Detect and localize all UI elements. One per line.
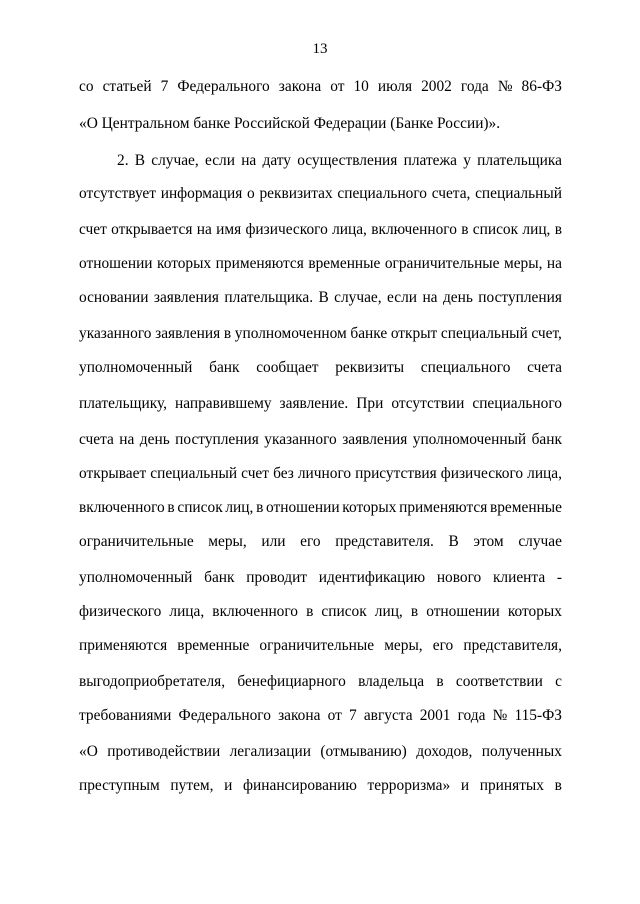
text-line: указанного заявления в уполномоченном банке открыт специальный счет, bbox=[79, 325, 562, 342]
text-line: «О Центральном банке Российской Федерации (Банке России)». bbox=[79, 115, 501, 132]
text-line: со статьей 7 Федерального закона от 10 июля 2002 года № 86-ФЗ bbox=[79, 78, 562, 95]
text-line: требованиями Федерального закона от 7 августа 2001 года № 115-ФЗ bbox=[79, 707, 562, 724]
text-line: отношении которых применяются временные ограничительные меры, на bbox=[79, 255, 562, 272]
text-line: уполномоченный банк проводит идентификацию нового клиента - bbox=[79, 569, 562, 586]
text-line: основании заявления плательщика. В случае, если на день поступления bbox=[79, 289, 562, 306]
text-line: плательщику, направившему заявление. При отсутствии специального bbox=[79, 395, 562, 412]
text-line: уполномоченный банк сообщает реквизиты специального счета bbox=[79, 359, 562, 376]
text-line: счета на день поступления указанного заявления уполномоченный банк bbox=[79, 431, 562, 448]
text-line: 2. В случае, если на дату осуществления платежа у плательщика bbox=[117, 152, 562, 169]
text-line: преступным путем, и финансированию терроризма» и принятых в bbox=[79, 777, 562, 794]
text-line: отсутствует информация о реквизитах специального счета, специальный bbox=[79, 185, 562, 202]
text-line: «О противодействии легализации (отмыванию) доходов, полученных bbox=[79, 743, 562, 760]
text-line: выгодоприобретателя, бенефициарного владельца в соответствии с bbox=[79, 673, 562, 690]
page-number: 13 bbox=[312, 41, 328, 57]
text-line: физического лица, включенного в список лиц, в отношении которых bbox=[79, 603, 562, 620]
text-line: ограничительные меры, или его представителя. В этом случае bbox=[79, 533, 562, 550]
text-line: счет открывается на имя физического лица, включенного в список лиц, в bbox=[79, 221, 562, 238]
text-line: включенного в список лиц, в отношении которых применяются временные bbox=[79, 499, 562, 516]
text-line: применяются временные ограничительные меры, его представителя, bbox=[79, 637, 562, 654]
text-line: открывает специальный счет без личного присутствия физического лица, bbox=[79, 465, 562, 482]
